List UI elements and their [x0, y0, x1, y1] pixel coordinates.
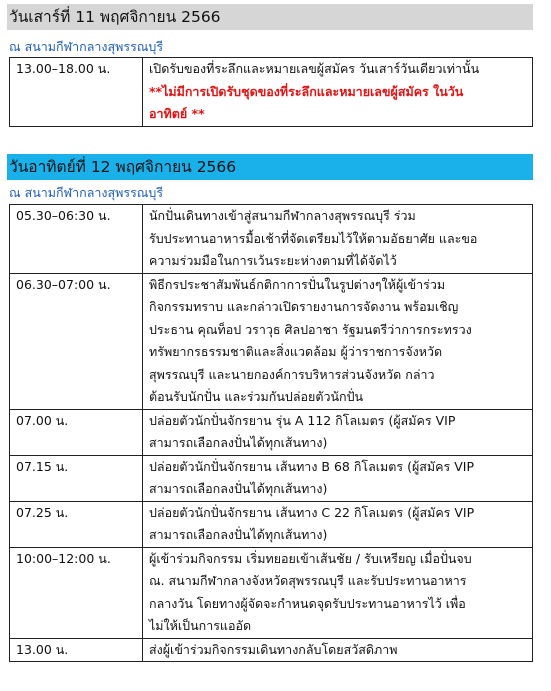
day1-header: วันเสาร์ที่ 11 พฤศจิกายน 2566: [7, 4, 533, 30]
schedule-row: [10, 58, 533, 127]
day2-venue: ณ สนามกีฬากลางสุพรรณบุรี: [9, 185, 164, 200]
schedule-time: 07.00 น.: [10, 409, 143, 455]
day2-schedule-table: [9, 204, 533, 662]
schedule-row: [10, 501, 533, 547]
schedule-time: 13.00 น.: [10, 638, 143, 662]
notice-line: อาทิตย์ **: [149, 106, 205, 121]
schedule-time: 07.15 น.: [10, 455, 143, 501]
description-line: ปล่อยตัวนักปั่นจักรยาน รุ่น A 112 กิโลเมตร (ผู้สมัคร VIP: [149, 412, 456, 428]
description-line: สามารถเลือกลงปั่นได้ทุกเส้นทาง): [149, 527, 328, 542]
schedule-description: [143, 205, 533, 274]
description-line: ปล่อยตัวนักปั่นจักรยาน เส้นทาง B 68 กิโลเมตร (ผู้สมัคร VIP: [149, 458, 474, 474]
schedule-description: [143, 638, 533, 662]
description-line: ส่งผู้เข้าร่วมกิจกรรมเดินทางกลับโดยสวัสดิภาพ: [149, 641, 398, 657]
day1-schedule-table: [9, 57, 533, 127]
day2-header: วันอาทิตย์ที่ 12 พฤศจิกายน 2566: [7, 154, 533, 180]
schedule-description: [143, 455, 533, 501]
description-line: ทรัพยากรธรรมชาติและสิ่งแวดล้อม ผู้ว่าราชการจังหวัด: [149, 344, 443, 359]
description-line: ต้อนรับนักปั่น และร่วมกันปล่อยตัวนักปั่น: [149, 389, 364, 404]
notice-line: **ไม่มีการเปิดรับชุดของที่ระลึกและหมายเลขผู้สมัคร ในวัน: [149, 83, 464, 99]
schedule-time: 06.30–07:00 น.: [10, 273, 143, 409]
schedule-description: [143, 409, 533, 455]
schedule-row: [10, 547, 533, 638]
description-line: ความร่วมมือในการเว้นระยะห่างตามที่ได้จัดไว้: [149, 253, 397, 268]
description-line: ผู้เข้าร่วมกิจกรรม เริ่มทยอยเข้าเส้นชัย / รับเหรียญ เมื่อปั่นจบ: [149, 550, 472, 566]
description-line: เปิดรับของที่ระลึกและหมายเลขผู้สมัคร วันเสาร์วันเดียวเท่านั้น: [149, 61, 480, 76]
description-line: นักปั่นเดินทางเข้าสู่สนามกีฬากลางสุพรรณบุรี ร่วม: [149, 208, 416, 223]
schedule-time: 10:00–12:00 น.: [10, 547, 143, 638]
schedule-time: 05.30–06:30 น.: [10, 205, 143, 274]
schedule-description: [143, 501, 533, 547]
schedule-description: [143, 273, 533, 409]
description-line: ปล่อยตัวนักปั่นจักรยาน เส้นทาง C 22 กิโลเมตร (ผู้สมัคร VIP: [149, 504, 475, 520]
description-line: สามารถเลือกลงปั่นได้ทุกเส้นทาง): [149, 435, 328, 450]
schedule-description: [143, 547, 533, 638]
schedule-row: [10, 205, 533, 274]
schedule-time: 13.00–18.00 น.: [10, 58, 143, 127]
schedule-row: [10, 638, 533, 662]
day1-venue: ณ สนามกีฬากลางสุพรรณบุรี: [9, 39, 164, 54]
description-line: ณ. สนามกีฬากลางจังหวัดสุพรรณบุรี และรับประทานอาหาร: [149, 573, 467, 588]
schedule-time: 07.25 น.: [10, 501, 143, 547]
description-line: สุพรรณบุรี และนายกองค์การบริหารส่วนจังหวัด กล่าว: [149, 366, 435, 382]
schedule-description: [143, 58, 533, 127]
description-line: ประธาน คุณท็อป วราวุธ ศิลปอาชา รัฐมนตรีว่าการกระทรวง: [149, 321, 472, 337]
description-line: กลางวัน โดยทางผู้จัดจะกำหนดจุดรับประทานอาหารไว้ เพื่อ: [149, 595, 466, 611]
schedule-row: [10, 273, 533, 409]
description-line: กิจกรรมทราบ และกล่าวเปิดรายงานการจัดงาน พร้อมเชิญ: [149, 299, 459, 314]
schedule-row: [10, 409, 533, 455]
description-line: พิธีกรประชาสัมพันธ์กติกาการปั่นในรูปต่างๆให้ผู้เข้าร่วม: [149, 276, 446, 292]
description-line: รับประทานอาหารมื้อเช้าที่จัดเตรียมไว้ให้ตามอัธยาศัย และขอ: [149, 230, 478, 246]
description-line: สามารถเลือกลงปั่นได้ทุกเส้นทาง): [149, 481, 328, 496]
description-line: ไม่ให้เป็นการแออัด: [149, 618, 252, 633]
schedule-row: [10, 455, 533, 501]
